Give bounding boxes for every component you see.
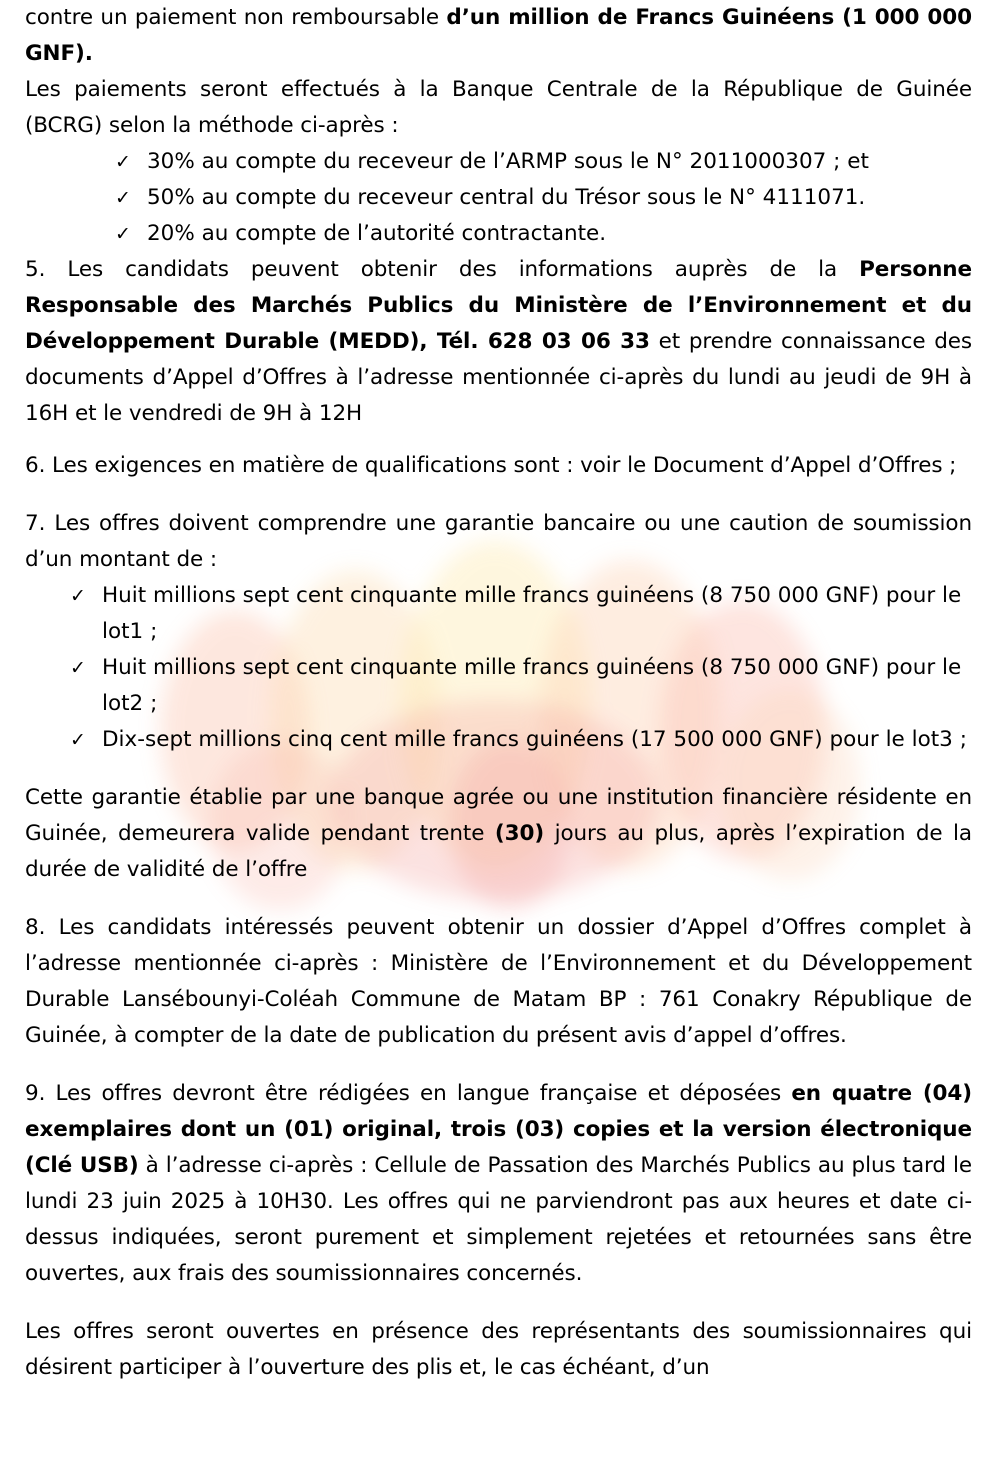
item9-part2: à l’adresse ci-après : Cellule de Passation des Marchés Publics au plus tard le lundi 23 juin 2025 à 10H30. Les offres qui ne parviendront pas aux heures et date ci-dessus indiquées, seront purement et simplement rejetées et retournées sans être ouvertes, aux frais des soumissionnaires concernés. [25, 1153, 972, 1286]
intro-bold-amount: d’un million de Francs Guinéens (1 000 000 GNF). [25, 5, 973, 66]
list-item-label: 30% au compte du receveur de l’ARMP sous le N° 2011000307 ; et [147, 149, 869, 174]
list-item [70, 722, 972, 758]
paragraph-intro-payment [25, 0, 972, 72]
paragraph-closing: Les offres seront ouvertes en présence des représentants des soumissionnaires qui désirent participer à l’ouverture des plis et, le cas échéant, d’un [25, 1319, 972, 1380]
guarantee-amount-list [25, 578, 972, 758]
paragraph-item-6: 6. Les exigences en matière de qualifications sont : voir le Document d’Appel d’Offres ; [25, 453, 957, 478]
item9-bold-copies: en quatre (04) exemplaires dont un (01) original, trois (03) copies et la version électronique (Clé USB) [25, 1081, 972, 1178]
item5-part2: et prendre connaissance des documents d’Appel d’Offres à l’adresse mentionnée ci-après du lundi au jeudi de 9H à 16H et le vendredi de 9H à 12H [25, 329, 972, 426]
list-item [115, 144, 972, 180]
check-icon: ✓ [70, 657, 86, 679]
list-item [70, 578, 972, 650]
list-item-label: Dix-sept millions cinq cent mille francs guinéens (17 500 000 GNF) pour le lot3 ; [102, 727, 967, 752]
list-item-label: Huit millions sept cent cinquante mille francs guinéens (8 750 000 GNF) pour le lot2 ; [102, 655, 962, 716]
list-item [115, 216, 972, 252]
payment-method-list [25, 144, 972, 252]
paragraph-item-7-intro: 7. Les offres doivent comprendre une garantie bancaire ou une caution de soumission d’un montant de : [25, 511, 972, 572]
paragraph-item-5 [25, 252, 972, 432]
paragraph-guarantee-validity [25, 780, 972, 888]
check-icon: ✓ [70, 585, 86, 607]
paragraph-item-8: 8. Les candidats intéressés peuvent obtenir un dossier d’Appel d’Offres complet à l’adresse mentionnée ci-après : Ministère de l’Environnement et du Développement Durable Lansébounyi-Coléah Commune de Matam BP : 761 Conakry République de Guinée, à compter de la date de publication du présent avis d’appel d’offres. [25, 915, 972, 1048]
list-item-label: 50% au compte du receveur central du Trésor sous le N° 4111071. [147, 185, 866, 210]
check-icon: ✓ [115, 151, 131, 173]
item9-part1: 9. Les offres devront être rédigées en langue française et déposées [25, 1081, 792, 1106]
check-icon: ✓ [115, 187, 131, 209]
validity-part2: jours au plus, après l’expiration de la durée de validité de l’offre [25, 821, 973, 882]
item5-bold-authority: Personne Responsable des Marchés Publics du Ministère de l’Environnement et du Développement Durable (MEDD), Tél. 628 03 06 33 [25, 257, 972, 354]
check-icon: ✓ [115, 223, 131, 245]
list-item [70, 650, 972, 722]
check-icon: ✓ [70, 729, 86, 751]
list-item [115, 180, 972, 216]
validity-bold-days: (30) [494, 821, 545, 846]
list-item-label: 20% au compte de l’autorité contractante. [147, 221, 607, 246]
paragraph-item-9 [25, 1076, 972, 1292]
validity-part1: Cette garantie établie par une banque agrée ou une institution financière résidente en Guinée, demeurera valide pendant trente [25, 785, 972, 846]
item5-part1: 5. Les candidats peuvent obtenir des informations auprès de la [25, 257, 860, 282]
list-item-label: Huit millions sept cent cinquante mille francs guinéens (8 750 000 GNF) pour le lot1 ; [102, 583, 962, 644]
intro-plain-text: contre un paiement non remboursable [25, 5, 447, 30]
paragraph-payments-intro: Les paiements seront effectués à la Banque Centrale de la République de Guinée (BCRG) selon la méthode ci-après : [25, 77, 972, 138]
